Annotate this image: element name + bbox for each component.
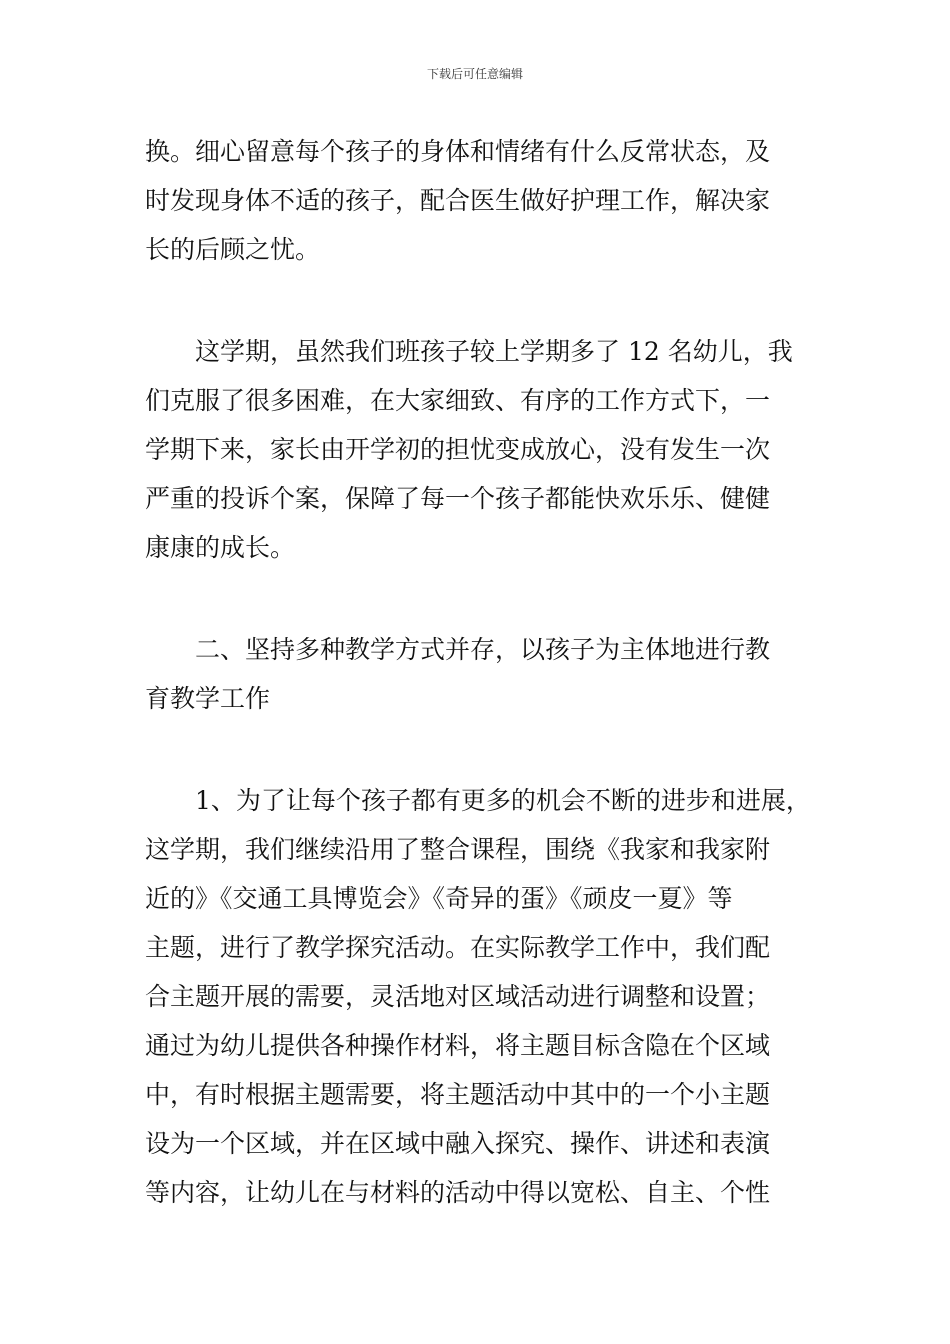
paragraph-gap [145,572,810,625]
text-line: 育教学工作 [145,684,271,713]
text-line: 严重的投诉个案，保障了每一个孩子都能快欢乐乐、健健 [145,484,771,513]
text-line: 合主题开展的需要，灵活地对区域活动进行调整和设置； [145,982,771,1011]
text-line: 康康的成长。 [145,533,296,562]
text-line: 设为一个区域，并在区域中融入探究、操作、讲述和表演 [145,1129,771,1158]
text-line: 这学期，我们继续沿用了整合课程，围绕《我家和我家附 [145,835,771,864]
paragraph-3 [145,776,810,1217]
text-line: 学期下来，家长由开学初的担忧变成放心，没有发生一次 [145,435,771,464]
text-line: 二、坚持多种教学方式并存，以孩子为主体地进行教 [145,635,771,664]
text-line: 中，有时根据主题需要，将主题活动中其中的一个小主题 [145,1080,771,1109]
text-line: 主题，进行了教学探究活动。在实际教学工作中，我们配 [145,933,771,962]
text-line: 等内容，让幼儿在与材料的活动中得以宽松、自主、个性 [145,1178,771,1207]
paragraph-2 [145,327,810,572]
text-line: 通过为幼儿提供各种操作材料，将主题目标含隐在个区域 [145,1031,771,1060]
text-line: 长的后顾之忧。 [145,235,321,264]
text-line: 换。细心留意每个孩子的身体和情绪有什么反常状态，及 [145,137,771,166]
paragraph-gap [145,723,810,776]
page-header: 下载后可任意编辑 [426,67,523,81]
text-line: 近的》《交通工具博览会》《奇异的蛋》《顽皮一夏》等 [145,884,733,913]
text-line: 们克服了很多困难，在大家细致、有序的工作方式下，一 [145,386,771,415]
paragraph-1 [145,127,810,274]
document-body [145,127,810,1217]
paragraph-gap [145,274,810,327]
text-line: 1、为了让每个孩子都有更多的机会不断的进步和进展， [145,786,811,815]
text-line: 这学期，虽然我们班孩子较上学期多了 12 名幼儿，我 [145,337,793,366]
section-heading [145,625,810,723]
text-line: 时发现身体不适的孩子，配合医生做好护理工作，解决家 [145,186,771,215]
